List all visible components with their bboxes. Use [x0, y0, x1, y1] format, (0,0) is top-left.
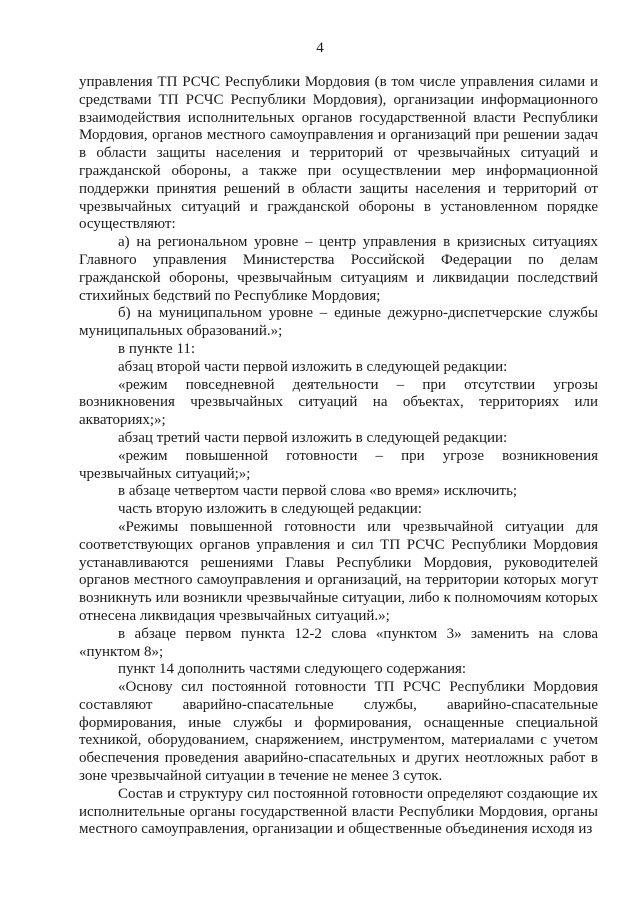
- paragraph: «режим повышенной готовности – при угрозе возникновения чрезвычайных ситуаций;»;: [79, 447, 598, 482]
- paragraph: абзац третий части первой изложить в следующей редакции:: [118, 429, 508, 446]
- page-number: 4: [316, 40, 324, 56]
- document-body: [79, 74, 598, 839]
- paragraph: «режим повседневной деятельности – при отсутствии угрозы возникновения чрезвычайных ситуаций на объектах, территориях или акваториях;»;: [79, 376, 598, 429]
- paragraph: в абзаце первом пункта 12-2 слова «пунктом 3» заменить на слова «пунктом 8»;: [79, 625, 598, 660]
- paragraph: в абзаце четвертом части первой слова «во время» исключить;: [118, 483, 518, 500]
- paragraph: абзац второй части первой изложить в следующей редакции:: [118, 358, 508, 375]
- paragraph: б) на муниципальном уровне – единые дежурно-диспетчерские службы муниципальных образований.»;: [79, 305, 598, 340]
- paragraph: а) на региональном уровне – центр управления в кризисных ситуациях Главного управления Министерства Российской Федерации по делам гражданской обороны, чрезвычайным ситуациям и ликвидации последствий стихийных бедствий по Республике Мордовия;: [79, 234, 598, 304]
- paragraph: часть вторую изложить в следующей редакции:: [118, 501, 422, 518]
- paragraph: в пункте 11:: [118, 340, 196, 357]
- paragraph: управления ТП РСЧС Республики Мордовия (в том числе управления силами и средствами ТП РСЧС Республики Мордовия), организации информационного взаимодействия исполнительных органов государственной власти Республики Мордовия, органов местного самоуправления и организаций при решении задач в области защиты населения и территорий от чрезвычайных ситуаций и гражданской обороны, а также при осуществлении мер информационной поддержки принятия решений в области защиты населения и территорий от чрезвычайных ситуаций и гражданской обороны в установленном порядке осуществляют:: [79, 74, 598, 233]
- paragraph: Состав и структуру сил постоянной готовности определяют создающие их исполнительные органы государственной власти Республики Мордовия, органы местного самоуправления, организации и общественные объединения исходя из: [79, 785, 598, 838]
- paragraph: «Основу сил постоянной готовности ТП РСЧС Республики Мордовия составляют аварийно-спасательные службы, аварийно-спасательные формирования, иные службы и формирования, оснащенные специальной техникой, оборудованием, снаряжением, инструментом, материалами с учетом обеспечения проведения аварийно-спасательных и других неотложных работ в зоне чрезвычайной ситуации в течение не менее 3 суток.: [79, 679, 598, 785]
- paragraph: пункт 14 дополнить частями следующего содержания:: [118, 661, 467, 678]
- paragraph: «Режимы повышенной готовности или чрезвычайной ситуации для соответствующих органов управления и сил ТП РСЧС Республики Мордовия устанавливаются решениями Главы Республики Мордовия, руководителей органов местного самоуправления и организаций, на территории которых могут возникнуть или возникли чрезвычайные ситуации, либо к полномочиям которых отнесена ликвидация чрезвычайных ситуаций.»;: [79, 518, 598, 624]
